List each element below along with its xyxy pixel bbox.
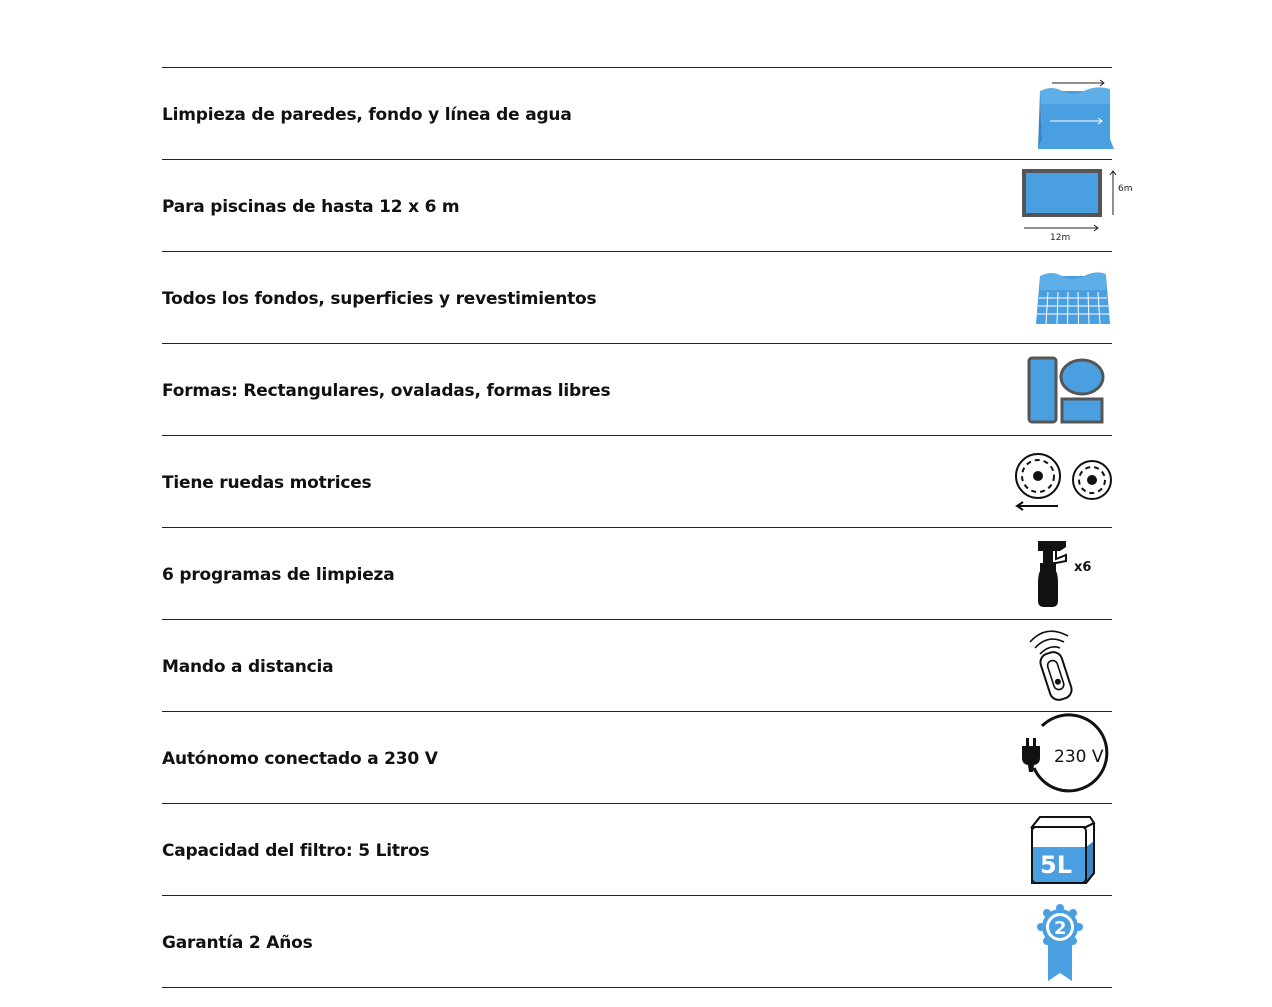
voltage-label: 230 V <box>1054 746 1104 767</box>
feature-label: Mando a distancia <box>162 656 334 677</box>
programs-badge: x6 <box>1074 559 1092 575</box>
feature-label: 6 programas de limpieza <box>162 564 395 585</box>
feature-row-programs <box>162 528 1112 620</box>
feature-row-remote <box>162 620 1112 712</box>
pool-walls-icon <box>992 68 1112 159</box>
feature-row-shapes <box>162 344 1112 436</box>
power-plug-icon <box>992 712 1112 803</box>
capacity-label: 5L <box>1040 850 1072 879</box>
feature-label: Garantía 2 Años <box>162 932 313 953</box>
feature-list <box>162 67 1133 988</box>
feature-label: Todos los fondos, superficies y revestimientos <box>162 288 597 309</box>
drive-wheels-icon <box>992 436 1112 527</box>
pool-shapes-icon <box>992 344 1112 435</box>
feature-row-wheels <box>162 436 1112 528</box>
feature-label: Autónomo conectado a 230 V <box>162 748 438 769</box>
feature-label: Formas: Rectangulares, ovaladas, formas libres <box>162 380 611 401</box>
feature-row-power <box>162 712 1112 804</box>
filter-capacity-icon <box>992 804 1112 895</box>
remote-control-icon <box>992 620 1112 711</box>
feature-row-filter <box>162 804 1112 896</box>
feature-row-walls <box>162 68 1112 160</box>
spray-bottle-icon <box>992 528 1112 619</box>
pool-tiles-icon <box>992 252 1112 343</box>
feature-row-size <box>162 160 1133 252</box>
warranty-years: 2 <box>1054 917 1067 939</box>
pool-size-icon <box>992 160 1133 251</box>
feature-row-surfaces <box>162 252 1112 344</box>
height-label: 6m <box>1118 183 1133 194</box>
feature-label: Limpieza de paredes, fondo y línea de agua <box>162 104 572 125</box>
width-label: 12m <box>1050 232 1071 243</box>
warranty-ribbon-icon <box>992 896 1112 987</box>
feature-label: Capacidad del filtro: 5 Litros <box>162 840 430 861</box>
feature-label: Tiene ruedas motrices <box>162 472 372 493</box>
feature-row-warranty <box>162 896 1112 988</box>
feature-label: Para piscinas de hasta 12 x 6 m <box>162 196 460 217</box>
